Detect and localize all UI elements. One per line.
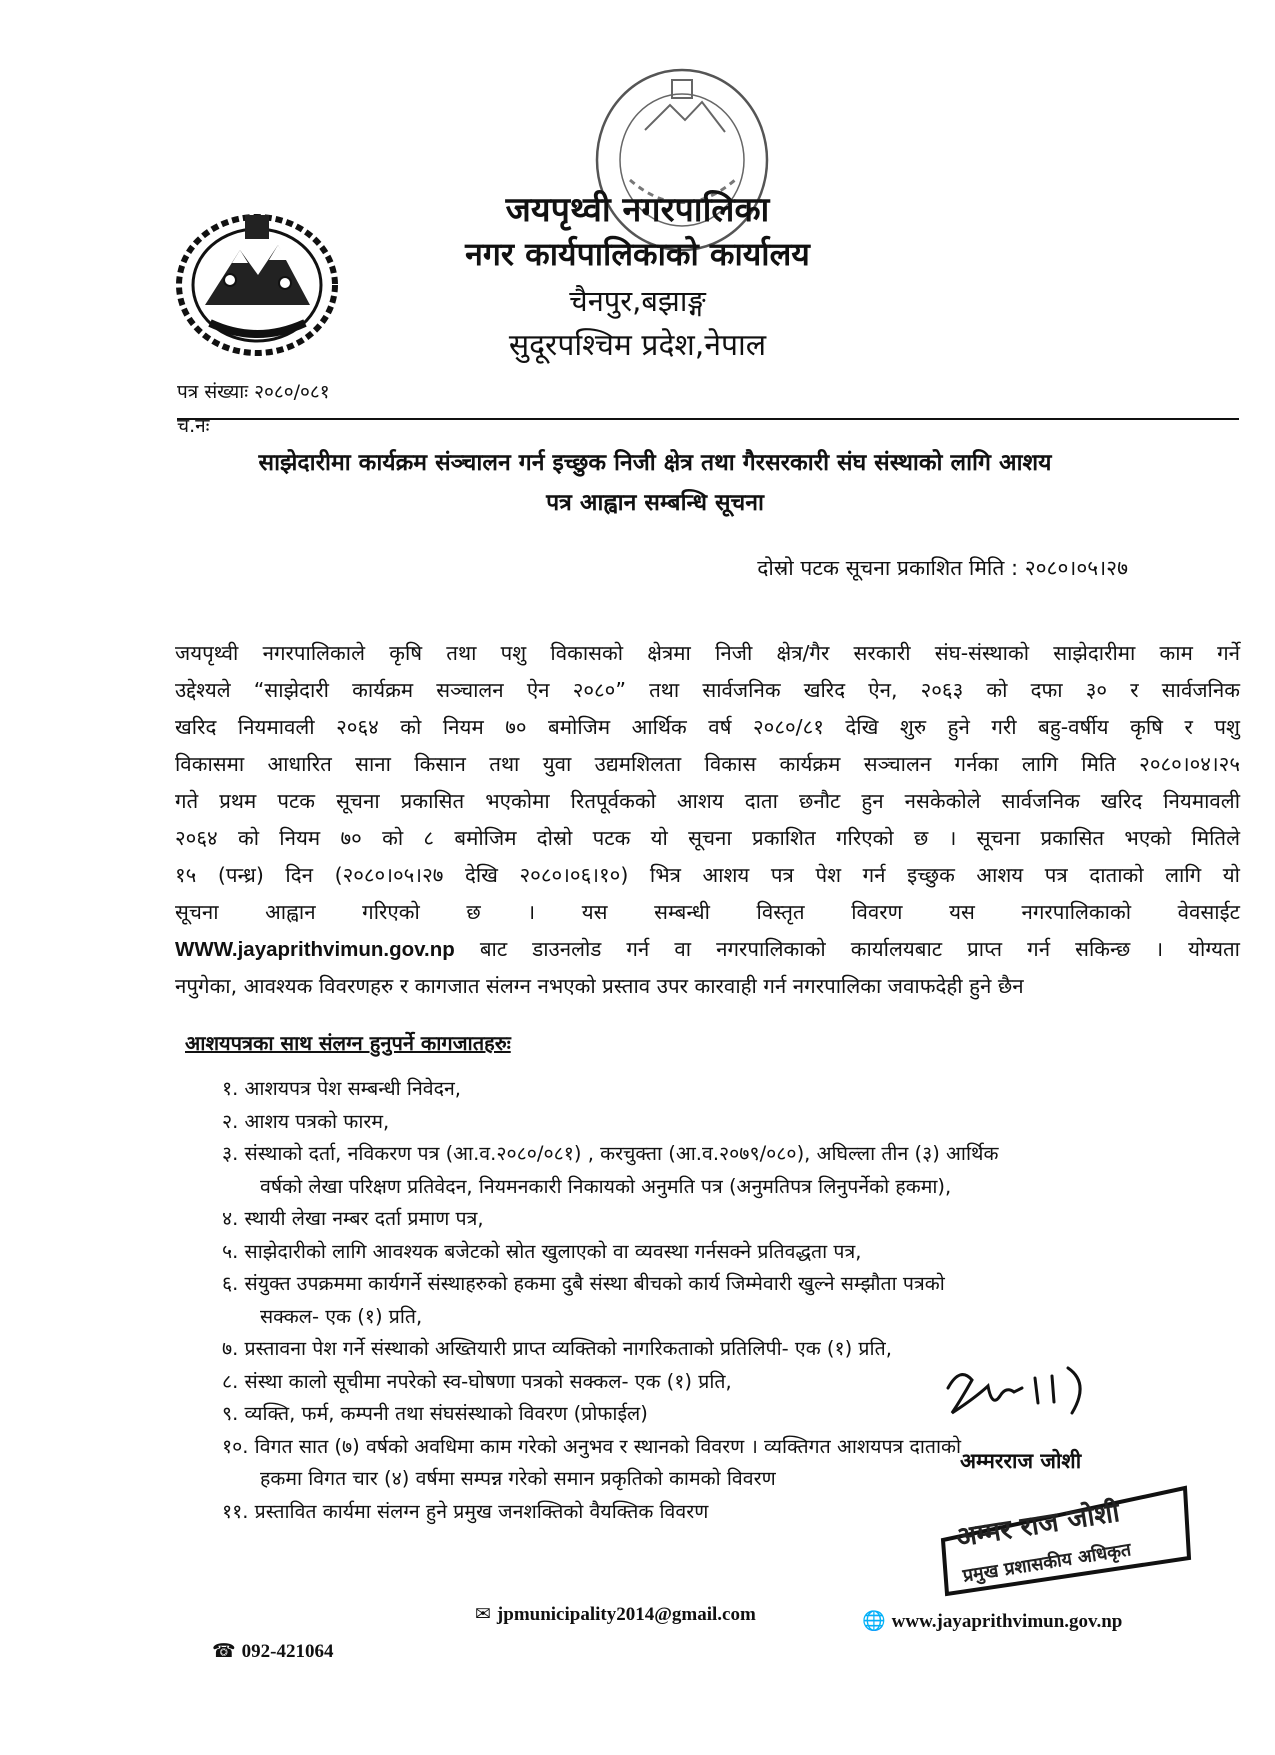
list-item: ३. संस्थाको दर्ता, नविकरण पत्र (आ.व.२०८०/०८१) , करचुक्ता (आ.व.२०७९/०८०), अघिल्ला तीन (३) आर्थिक: [222, 1142, 999, 1165]
body-line: विकासमा आधारित साना किसान तथा युवा उद्यमशिलता विकास कार्यक्रम सञ्चालन गर्नका लागि मिति २०८०।०४।२५: [175, 752, 1240, 776]
body-line: नपुगेका, आवश्यक विवरणहरु र कागजात संलग्न नभएको प्रस्ताव उपर कारवाही गर्न नगरपालिका जवाफदेही हुने छैन: [175, 974, 1024, 998]
list-item: २. आशय पत्रको फारम,: [222, 1109, 390, 1133]
office-name: नगर कार्यपालिकाको कार्यालय: [465, 235, 810, 273]
envelope-icon: ✉: [475, 1604, 491, 1625]
phone-number: 092-421064: [241, 1641, 334, 1662]
list-item: १०. विगत सात (७) वर्षको अवधिमा काम गरेको अनुभव र स्थानको विवरण । व्यक्तिगत आशयपत्र दाताको: [222, 1434, 962, 1458]
body-line: गते प्रथम पटक सूचना प्रकासित भएकोमा रितपूर्वकको आशय दाता छनौट हुन नसकेकोले सार्वजनिक खरिद नियमावली: [175, 789, 1240, 813]
list-item: ७. प्रस्तावना पेश गर्ने संस्थाको अख्तियारी प्राप्त व्यक्तिको नागरिकताको प्रतिलिपी- एक (१) प्रति,: [222, 1337, 892, 1360]
email-address[interactable]: jpmunicipality2014@gmail.com: [496, 1604, 756, 1625]
notice-body: [175, 635, 1240, 1005]
footer-phone: [212, 1640, 334, 1663]
website-address[interactable]: www.jayaprithvimun.gov.np: [891, 1611, 1123, 1632]
list-item: ८. संस्था कालो सूचीमा नपरेको स्व-घोषणा पत्रको सक्कल- एक (१) प्रति,: [222, 1369, 732, 1393]
body-line: खरिद नियमावली २०६४ को नियम ७० बमोजिम आर्थिक वर्ष २०८०/८१ देखि शुरु हुने गरी बहु-वर्षीय कृषि र पशु: [175, 715, 1240, 739]
list-item: १. आशयपत्र पेश सम्बन्धी निवेदन,: [222, 1077, 461, 1100]
body-line: जयपृथ्वी नगरपालिकाले कृषि तथा पशु विकासको क्षेत्रमा निजी क्षेत्र/गैर सरकारी संघ-संस्थाको साझेदारीमा काम गर्ने: [175, 641, 1240, 665]
header-divider: [177, 418, 1239, 420]
official-stamp: [935, 1478, 1193, 1598]
stamp-name: अम्मर राज जोशी: [953, 1497, 1122, 1554]
globe-icon: 🌐: [862, 1611, 886, 1632]
list-item: ५. साझेदारीको लागि आवश्यक बजेटको स्रोत खुलाएको वा व्यवस्था गर्नसक्ने प्रतिवद्धता पत्र,: [222, 1239, 862, 1263]
subject-line-2: पत्र आह्वान सम्बन्धि सूचना: [546, 490, 764, 516]
publication-date: दोस्रो पटक सूचना प्रकाशित मिति : २०८०।०५।२७: [757, 556, 1128, 580]
list-item: ६. संयुक्त उपक्रममा कार्यगर्ने संस्थाहरुको हकमा दुबै संस्था बीचको कार्य जिम्मेवारी खुल्ने सम्झौता पत्रको: [222, 1272, 945, 1295]
body-line: उद्देश्यले “साझेदारी कार्यक्रम सञ्चालन ऐन २०८०” तथा सार्वजनिक खरिद ऐन, २०६३ को दफा ३० र सार्वजनिक: [175, 678, 1240, 702]
documents-heading: आशयपत्रका साथ संलग्न हुनुपर्ने कागजातहरुः: [185, 1031, 511, 1055]
letter-number: पत्र संख्याः २०८०/०८१: [177, 381, 330, 403]
body-line: सूचना आह्वान गरिएको छ । यस सम्बन्धी विस्तृत विवरण यस नगरपालिकाको वेवसाईट: [175, 900, 1240, 924]
list-item-continuation: सक्कल- एक (१) प्रति,: [260, 1304, 423, 1328]
website-link[interactable]: WWW.jayaprithvimun.gov.np: [175, 938, 455, 961]
body-line: १५ (पन्ध्र) दिन (२०८०।०५।२७ देखि २०८०।०६।१०) भित्र आशय पत्र पेश गर्न इच्छुक आशय पत्र दाताको लागि यो: [175, 863, 1240, 887]
phone-icon: ☎: [212, 1641, 236, 1662]
list-item-continuation: वर्षको लेखा परिक्षण प्रतिवेदन, नियमनकारी निकायको अनुमति पत्र (अनुमतिपत्र लिनुपर्नेको हकमा),: [260, 1174, 952, 1198]
province-address: सुदूरपश्चिम प्रदेश,नेपाल: [508, 328, 767, 363]
notice-subject: [175, 443, 1135, 523]
list-item: ९. व्यक्ति, फर्म, कम्पनी तथा संघसंस्थाको विवरण (प्रोफाईल): [222, 1402, 648, 1425]
footer-website: [862, 1609, 1122, 1633]
org-name: जयपृथ्वी नगरपालिका: [505, 190, 770, 230]
body-line: २०६४ को नियम ७० को ८ बमोजिम दोस्रो पटक यो सूचना प्रकाशित गरिएको छ । सूचना प्रकासित भएको मितिले: [175, 826, 1240, 850]
footer-email: [475, 1603, 756, 1626]
office-address: चैनपुर,बझाङ्ग: [569, 284, 706, 318]
body-line-url: [175, 931, 1240, 968]
handwritten-signature-icon: [940, 1358, 1110, 1428]
dispatch-number: च.नः: [177, 415, 210, 437]
stamp-designation: प्रमुख प्रशासकीय अधिकृत: [961, 1539, 1133, 1587]
subject-line-1: साझेदारीमा कार्यक्रम संञ्चालन गर्न इच्छुक निजी क्षेत्र तथा गैरसरकारी संघ संस्थाको लागि आशय: [258, 450, 1052, 476]
signatory-name: अम्मरराज जोशी: [960, 1449, 1082, 1473]
list-item: ११. प्रस्तावित कार्यमा संलग्न हुने प्रमुख जनशक्तिको वैयक्तिक विवरण: [222, 1499, 709, 1523]
body-url-continuation: बाट डाउनलोड गर्न वा नगरपालिकाको कार्यालयबाट प्राप्त गर्न सकिन्छ । योग्यता: [454, 937, 1240, 961]
list-item: ४. स्थायी लेखा नम्बर दर्ता प्रमाण पत्र,: [222, 1207, 484, 1230]
list-item-continuation: हकमा विगत चार (४) वर्षमा सम्पन्न गरेको समान प्रकृतिको कामको विवरण: [260, 1467, 776, 1490]
